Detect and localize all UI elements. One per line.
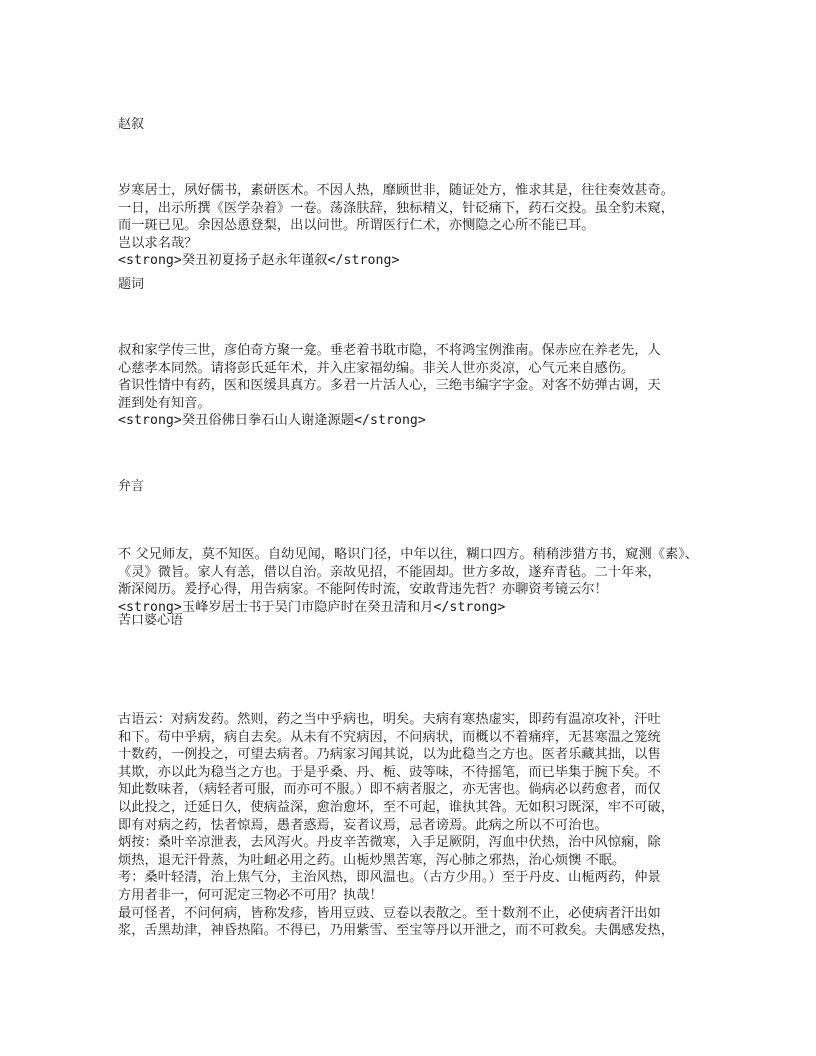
paragraph-line: 《灵》微旨。家人有恙，借以自治。亲故见招，不能固却。世方多故，遂弃青毡。二十年来，: [118, 564, 661, 580]
section-heading-zhao-preface: 赵叙: [118, 117, 145, 132]
signature-line: <strong>玉峰岁居士书于吴门市隐庐时在癸丑清和月</strong>: [118, 599, 506, 615]
section-heading-inscription: 题词: [118, 277, 145, 292]
section-body-zhao-preface: [118, 182, 708, 270]
paragraph-line: 考：桑叶轻清，治上焦气分，主治风热，即风温也。（古方少用。）至于丹皮、山栀两药，仲景: [118, 870, 661, 886]
paragraph-line: 心慈孝本同然。请将彭氏延年术，并入庄家福幼编。非关人世亦炎凉，心气元来自感伤。: [118, 360, 635, 376]
paragraph-line: 省识性情中有药，医和医缓具真方。多君一片活人心，三绝韦编字字金。对客不妨弹古调，天: [118, 378, 661, 394]
paragraph-line: 烦热，退无汗骨蒸，为吐衄必用之药。山栀炒黑苦寒，泻心肺之邪热，治心烦懊 不眠。: [118, 852, 626, 868]
paragraph-line: 最可怪者，不问何病，皆称发疹，皆用豆豉、豆卷以表散之。至十数剂不止，必使病者汗出如: [118, 905, 661, 921]
section-body-foreword: [118, 546, 708, 616]
paragraph-line: 知此数味者，（病轻者可服，而亦可不服。）即不病者服之，亦无害也。倘病必以药愈者，而仅: [118, 782, 661, 798]
paragraph-line: 不 父兄师友，莫不知医。自幼见闻，略识门径，中年以往，糊口四方。稍稍涉猎方书，窥测《素》、: [118, 547, 699, 562]
paragraph-line: 而一斑已见。余因怂恿登梨，出以问世。所谓医行仁术，亦恻隐之心所不能已耳。: [118, 218, 595, 234]
paragraph-line: 即有对病之药，怯者惊焉，愚者惑焉，妄者议焉，忌者谤焉。此病之所以不可治也。: [118, 817, 608, 833]
paragraph-line: 古语云：对病发药。然则，药之当中乎病也，明矣。夫病有寒热虚实，即药有温凉攻补，汗吐: [118, 712, 661, 727]
section-body-inscription: [118, 342, 708, 430]
paragraph-line: 浆，舌黑劫津，神昏热陷。不得已，乃用紫雪、至宝等丹以开泄之，而不可救矣。夫偶感发热，: [118, 923, 674, 939]
paragraph-line: 以此投之，迁延日久，使病益深，愈治愈坏，至不可起，谁执其咎。无如积习既深，牢不可破，: [118, 799, 674, 815]
paragraph-line: 渐深阅历。爰抒心得，用告病家。不能阿传时流，安敢背违先哲？亦聊资考镜云尔！: [118, 582, 608, 598]
paragraph-line: 叔和家学传三世，彦伯奇方聚一龛。垂老着书耽市隐，不将鸿宝例淮南。保赤应在养老先，人: [118, 343, 661, 358]
signature-line: <strong>癸丑初夏扬子赵永年谨叙</strong>: [118, 253, 400, 269]
paragraph-line: 和下。苟中乎病，病自去矣。从未有不究病因，不问病状，而概以不着痛痒，无甚寒温之笼统: [118, 729, 661, 745]
paragraph-line: 十数药，一例投之，可望去病者。乃病家习闻其说，以为此稳当之方也。医者乐藏其拙，以售: [118, 747, 661, 763]
section-body-earnest-advice: [118, 711, 708, 940]
paragraph-line: 岁寒居士，夙好儒书，素研医术。不因人热，靡顾世非，随证处方，惟求其是，往往奏效甚奇。: [118, 183, 674, 198]
section-heading-earnest-advice: 苦口婆心语: [118, 613, 184, 628]
paragraph-line: 方用者非一，何可泥定三物必不可用？执哉！: [118, 887, 383, 903]
paragraph-line: 其欺，亦以此为稳当之方也。于是乎桑、丹、栀、豉等味，不待摇笔，而已毕集于腕下矣。不: [118, 764, 661, 780]
paragraph-line: 岂以求名哉？: [118, 235, 198, 251]
paragraph-line: 涯到处有知音。: [118, 395, 211, 411]
paragraph-line: 炳按：桑叶辛凉泄表，去风泻火。丹皮辛苦微寒，入手足厥阴，泻血中伏热，治中风惊痫，除: [118, 835, 661, 851]
section-heading-foreword: 弁言: [118, 479, 145, 494]
signature-line: <strong>癸丑俗佛日拳石山人谢逄源题</strong>: [118, 413, 426, 429]
paragraph-line: 一日，出示所撰《医学杂着》一卷。荡涤肤辞，独标精义，针砭痛下，药石交投。虽全豹未窥，: [118, 200, 674, 216]
